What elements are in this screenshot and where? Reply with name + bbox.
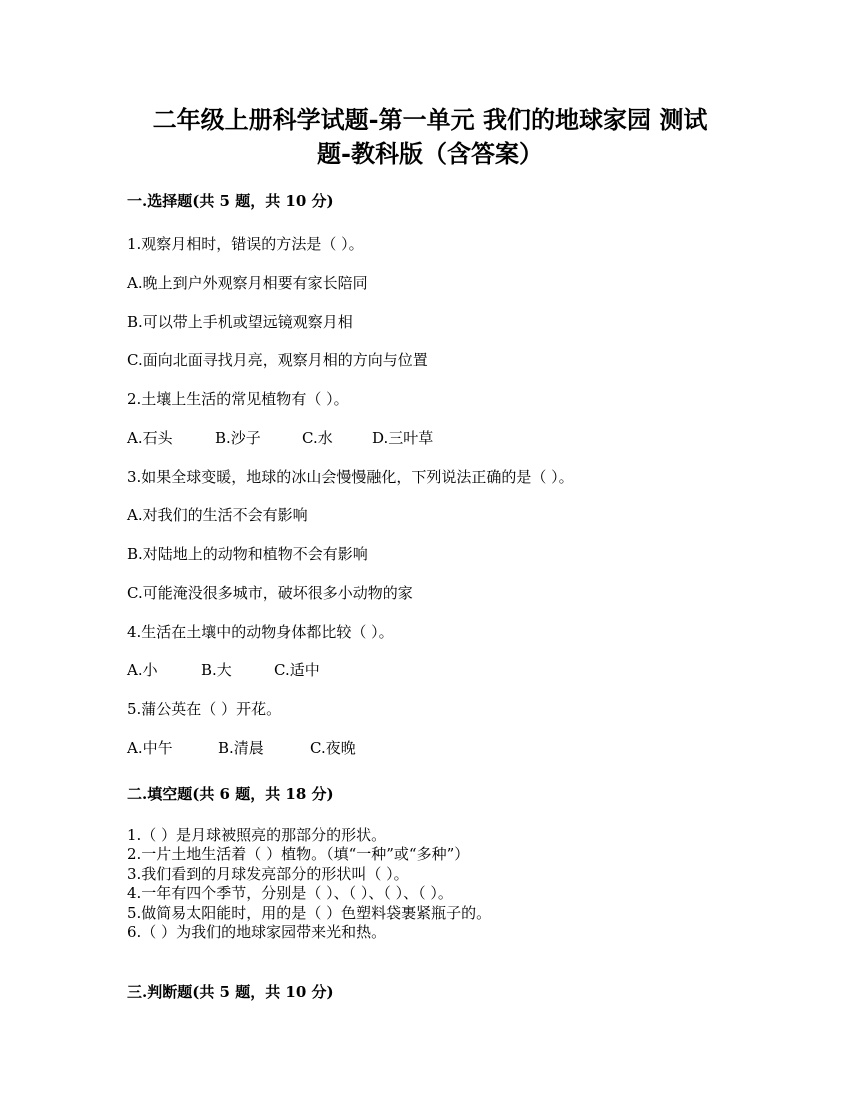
answer-option: A.对我们的生活不会有影响 [127,506,308,524]
answer-option: B.对陆地上的动物和植物不会有影响 [127,545,368,563]
question-stem: 2.土壤上生活的常见植物有（ ）。 [127,390,349,408]
fill-in-blank-item: 2.一片土地生活着（ ）植物。（填“一种”或“多种”） [127,845,470,864]
answer-option: C.可能淹没很多城市，破坏很多小动物的家 [127,584,413,602]
answer-option: A.小 [127,661,158,679]
answer-option: D.三叶草 [372,429,434,447]
answer-option: A.中午 [127,739,173,757]
answer-option: C.夜晚 [310,739,356,757]
answer-options-row [127,428,433,448]
question-stem: 3.如果全球变暖，地球的冰山会慢慢融化，下列说法正确的是（ ）。 [127,468,574,486]
answer-option: B.清晨 [218,739,264,757]
fill-in-blank-item: 5.做简易太阳能时，用的是（ ）色塑料袋裹紧瓶子的。 [127,903,492,922]
document-title-line-2: 题-教科版（含答案） [317,139,543,168]
answer-option: B.大 [201,661,232,679]
answer-option: C.水 [302,429,333,447]
answer-option: B.沙子 [215,429,261,447]
fill-in-blank-item: 1.（ ）是月球被照亮的那部分的形状。 [127,826,387,844]
answer-options-row [127,738,356,758]
section-heading-multiple-choice: 一.选择题(共 5 题，共 10 分) [127,192,334,210]
fill-in-blank-item: 3.我们看到的月球发亮部分的形状叫（ ）。 [127,864,409,883]
answer-option: C.面向北面寻找月亮，观察月相的方向与位置 [127,351,428,369]
section-heading-fill-in-blank: 二.填空题(共 6 题，共 18 分) [127,785,334,803]
answer-option: B.可以带上手机或望远镜观察月相 [127,313,353,331]
answer-option: A.晚上到户外观察月相要有家长陪同 [127,274,368,292]
fill-in-blank-list [127,826,491,942]
document-title-line-1: 二年级上册科学试题-第一单元 我们的地球家园 测试 [152,105,708,134]
question-stem: 4.生活在土壤中的动物身体都比较（ ）。 [127,623,394,641]
question-stem: 5.蒲公英在（ ）开花。 [127,700,282,718]
answer-options-row [127,660,320,680]
answer-option: C.适中 [274,661,320,679]
fill-in-blank-item: 6.（ ）为我们的地球家园带来光和热。 [127,922,387,941]
fill-in-blank-item: 4.一年有四个季节，分别是（ ）、（ ）、（ ）、（ ）。 [127,884,453,903]
answer-option: A.石头 [127,429,173,447]
section-heading-true-false: 三.判断题(共 5 题，共 10 分) [127,983,334,1001]
question-stem: 1.观察月相时，错误的方法是（ ）。 [127,235,364,253]
